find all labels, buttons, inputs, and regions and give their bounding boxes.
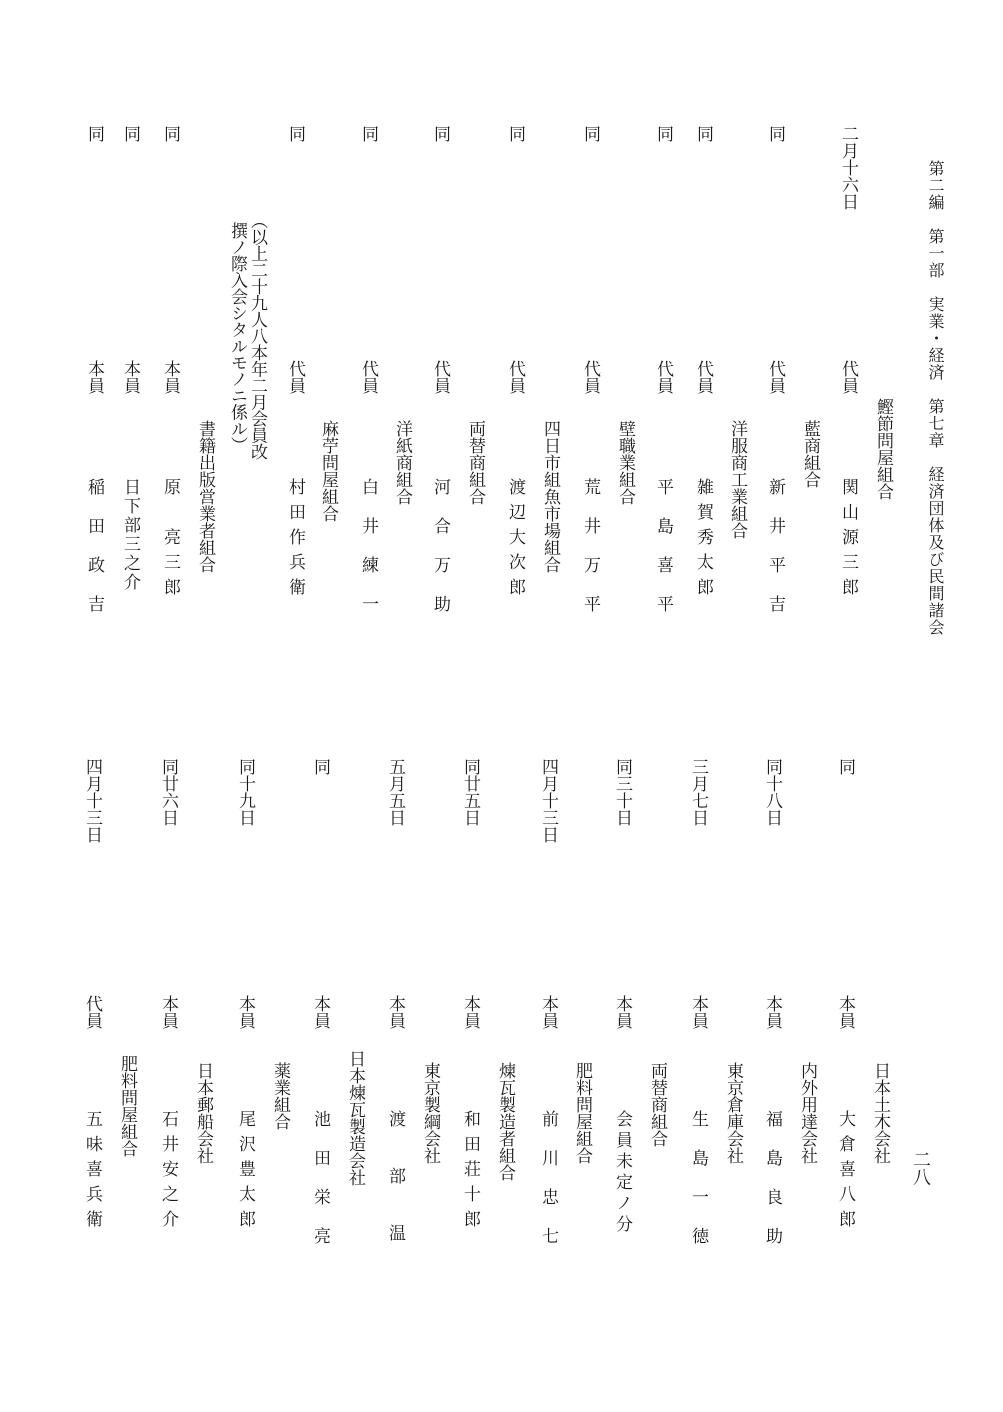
upper-entry-role: 代員 [653,360,673,394]
upper-entry-role: 代員 [358,360,378,394]
running-title: 第二編 第一部 実業・経済 第七章 経済団体及び民間諸会 [926,160,945,636]
upper-entry-role: 代員 [285,360,305,394]
lower-entry-role: 代員 [82,995,102,1029]
lower-entry-org: 日本郵船会社 [193,1062,213,1164]
upper-entry-date: 同 [653,125,673,142]
lower-entry-name: 尾沢豊太郎 [235,1110,255,1235]
upper-entry-name: 雑賀秀太郎 [693,478,713,603]
upper-entry-org: 四日市組魚市場組合 [540,420,560,573]
upper-entry-org: 壁職業組合 [615,420,635,505]
upper-entry-name: 原 亮三郎 [160,478,180,603]
upper-entry-role: 本員 [84,360,104,394]
lower-entry-name: 和田荘十郎 [460,1110,480,1235]
upper-entry-date: 同 [693,125,713,142]
lower-entry-name: 石井安之介 [158,1110,178,1235]
upper-entry-date: 同 [160,125,180,142]
upper-entry-org: 麻苧問屋組合 [318,420,338,522]
upper-entry-org: 両替商組合 [465,420,485,505]
lower-entry-name: 大倉喜八郎 [835,1110,855,1235]
upper-entry-org: 洋服商工業組合 [727,420,747,539]
upper-entry-date: 同 [505,125,525,142]
upper-entry-org: 書籍出版営業者組合 [195,420,215,573]
upper-entry-name: 村田作兵衛 [285,478,305,603]
upper-entry-role: 代員 [580,360,600,394]
upper-entry-date: 同 [120,125,140,142]
upper-entry-role: 代員 [693,360,713,394]
lower-entry-name: 五味喜兵衛 [82,1110,102,1235]
lower-entry-date: 同三十日 [612,758,632,826]
lower-entry-role: 本員 [158,995,178,1029]
lower-entry-date: 四月十三日 [538,758,558,843]
page-number: 二八 [910,1150,931,1186]
lower-entry-date: 五月五日 [385,758,405,826]
lower-entry-role: 本員 [612,995,632,1029]
upper-entry-date: 同 [285,125,305,142]
lower-entry-org: 内外用達会社 [797,1062,817,1164]
upper-entry-role: 代員 [765,360,785,394]
lower-entry-date: 三月七日 [688,758,708,826]
lower-entry-date: 同十九日 [235,758,255,826]
upper-entry-org: 鰹節問屋組合 [873,398,893,500]
lower-entry-date: 同 [310,758,330,775]
upper-entry-role: 本員 [120,360,140,394]
note-line-1: （以上二十九人八本年二月会員改 [247,212,267,460]
lower-entry-role: 本員 [460,995,480,1029]
lower-entry-org: 日本土木会社 [870,1062,890,1164]
upper-entry-name: 関山源三郎 [838,478,858,603]
lower-entry-date: 同廿五日 [460,758,480,826]
upper-entry-date: 同 [358,125,378,142]
upper-entry-date: 同 [765,125,785,142]
lower-entry-org: 薬業組合 [270,1062,290,1130]
upper-entry-role: 代員 [505,360,525,394]
upper-entry-date: 同 [84,125,104,142]
lower-entry-name: 前川忠七 [538,1110,558,1266]
upper-entry-name: 平島喜平 [653,478,673,634]
upper-entry-role: 本員 [160,360,180,394]
lower-entry-name: 福島良助 [762,1110,782,1266]
lower-entry-date: 同 [835,758,855,775]
lower-entry-role: 本員 [385,995,405,1029]
upper-entry-org: 洋紙商組合 [392,420,412,505]
upper-entry-date: 同 [430,125,450,142]
upper-entry-name: 荒井万平 [580,478,600,634]
lower-entry-role: 本員 [835,995,855,1029]
upper-entry-role: 代員 [430,360,450,394]
upper-entry-name: 日下部三之介 [120,478,140,592]
upper-entry-name: 白井練一 [358,478,378,634]
lower-entry-role: 本員 [310,995,330,1029]
lower-entry-name: 生島一徳 [688,1110,708,1266]
upper-entry-role: 代員 [838,360,858,394]
note-line-2: 撰ノ際入会シタルモノニ係ル） [227,222,247,453]
lower-entry-role: 本員 [762,995,782,1029]
lower-entry-org: 肥料問屋組合 [117,1055,137,1157]
lower-entry-role: 本員 [235,995,255,1029]
upper-entry-name: 渡辺大次郎 [505,478,525,603]
lower-entry-name: 会員未定ノ分 [612,1110,632,1236]
lower-entry-name: 池田栄亮 [310,1110,330,1266]
lower-entry-org: 両替商組合 [647,1062,667,1147]
upper-entry-name: 稲田政吉 [84,478,104,634]
lower-entry-date: 四月十三日 [82,758,102,843]
upper-entry-date: 同 [580,125,600,142]
upper-entry-org: 藍商組合 [800,420,820,488]
lower-entry-org: 東京倉庫会社 [723,1062,743,1164]
lower-entry-org: 東京製綱会社 [420,1062,440,1164]
upper-entry-date: 二月十六日 [838,125,858,210]
lower-entry-org: 煉瓦製造者組合 [495,1062,515,1181]
lower-entry-role: 本員 [538,995,558,1029]
lower-entry-date: 同廿六日 [158,758,178,826]
lower-entry-org: 日本煉瓦製造会社 [345,1050,365,1186]
lower-entry-name: 渡部温 [385,1110,405,1281]
upper-entry-name: 新井平吉 [765,478,785,634]
upper-entry-name: 河合万助 [430,478,450,634]
lower-entry-org: 肥料問屋組合 [572,1062,592,1164]
lower-entry-role: 本員 [688,995,708,1029]
lower-entry-date: 同十八日 [762,758,782,826]
